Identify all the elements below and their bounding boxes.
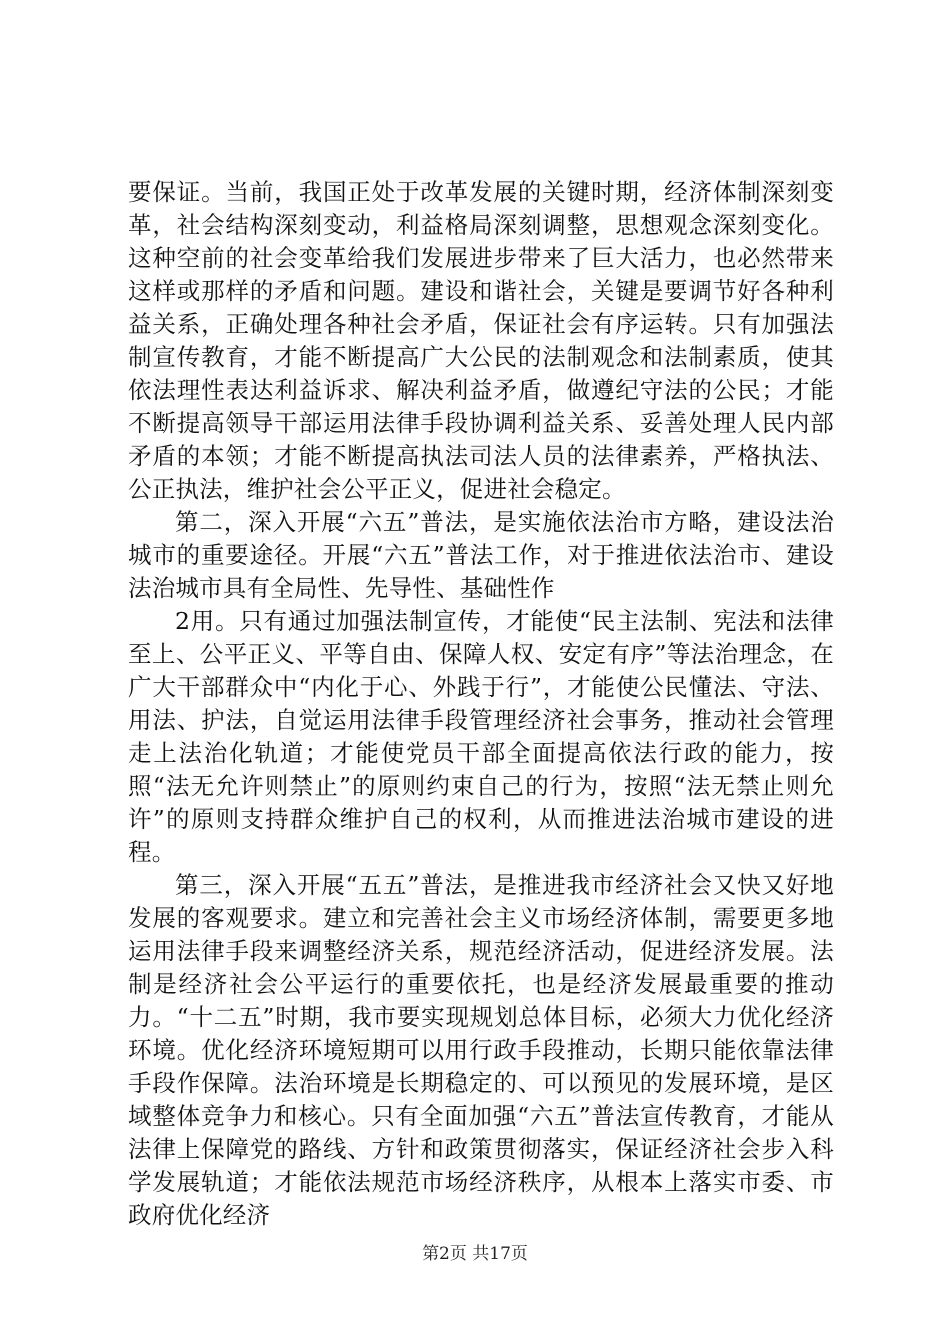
paragraph-1: 要保证。当前，我国正处于改革发展的关键时期，经济体制深刻变革，社会结构深刻变动，利益格局深刻调整，思想观念深刻变化。这种空前的社会变革给我们发展进步带来了巨大活力，也必然带来这样或那样的矛盾和问题。建设和谐社会，关键是要调节好各种利益关系，正确处理各种社会矛盾，保证社会有序运转。只有加强法制宣传教育，才能不断提高广大公民的法制观念和法制素质，使其依法理性表达利益诉求、解决利益矛盾，做遵纪守法的公民；才能不断提高领导干部运用法律手段协调利益关系、妥善处理人民内部矛盾的本领；才能不断提高执法司法人员的法律素养，严格执法、公正执法，维护社会公平正义，促进社会稳定。: [128, 178, 834, 503]
document-body: [128, 176, 834, 1232]
paragraph-4: 第三，深入开展“五五”普法，是推进我市经济社会又快又好地发展的客观要求。建立和完善社会主义市场经济体制，需要更多地运用法律手段来调整经济关系，规范经济活动，促进经济发展。法制是经济社会公平运行的重要依托，也是经济发展最重要的推动力。“十二五”时期，我市要实现规划总体目标，必须大力优化经济环境。优化经济环境短期可以用行政手段推动，长期只能依靠法律手段作保障。法治环境是长期稳定的、可以预见的发展环境，是区域整体竞争力和核心。只有全面加强“六五”普法宣传教育，才能从法律上保障党的路线、方针和政策贯彻落实，保证经济社会步入科学发展轨道；才能依法规范市场经济秩序，从根本上落实市委、市政府优化经济: [128, 871, 834, 1229]
page-number-footer: 第2页 共17页: [422, 1244, 528, 1264]
paragraph-3: 2用。只有通过加强法制宣传，才能使“民主法制、宪法和法律至上、公平正义、平等自由、保障人权、安定有序”等法治理念，在广大干部群众中“内化于心、外践于行”，才能使公民懂法、守法、用法、护法，自觉运用法律手段管理经济社会事务，推动社会管理走上法治化轨道；才能使党员干部全面提高依法行政的能力，按照“法无允许则禁止”的原则约束自己的行为，按照“法无禁止则允许”的原则支持群众维护自己的权利，从而推进法治城市建设的进程。: [128, 607, 834, 866]
paragraph-2: 第二，深入开展“六五”普法，是实施依法治市方略，建设法治城市的重要途径。开展“六五”普法工作，对于推进依法治市、建设法治城市具有全局性、先导性、基础性作: [128, 508, 834, 602]
